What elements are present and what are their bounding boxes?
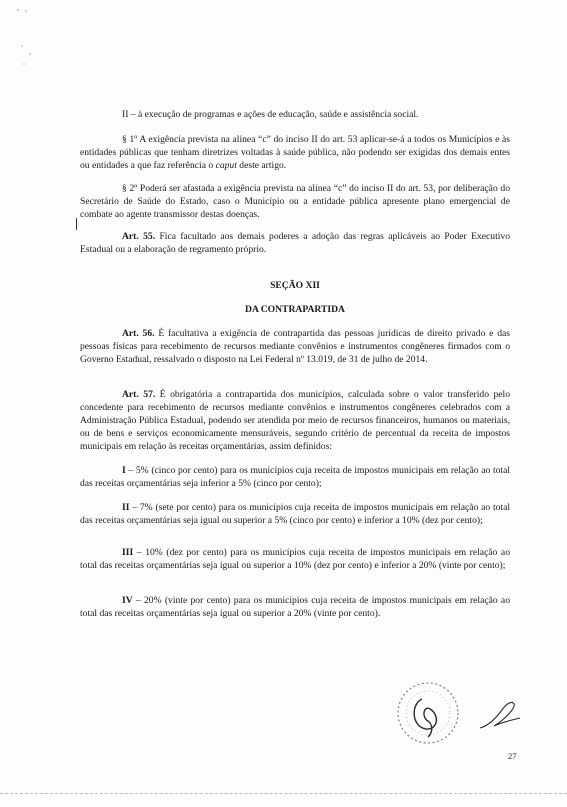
item-text: – 7% (sete por cento) para os municípios cuja receita de impostos municipais em relação ao total das receitas orçamentárias seja igual ou superior a 5% (cinco por cento) e inferior a 10% (dez por cento);	[80, 502, 510, 527]
paragraph-1-text-b: deste artigo.	[236, 160, 287, 172]
article-55-label: Art. 55.	[122, 231, 156, 242]
article-55	[80, 230, 510, 256]
paragraph-1-text-a: A exigência prevista na alínea “c” do inciso II do art. 53 aplicar-se-á a todos os Municípios e às entidades públicas que tenham diretrizes voltadas à saúde pública, não podendo ser exigidas dos demais entes ou entidades a que faz referência o	[80, 134, 511, 172]
item-label: II	[122, 502, 130, 513]
paragraph-inciso-ii: II – à execução de programas e ações de educação, saúde e assistência social.	[122, 109, 419, 120]
caput-term: caput	[215, 160, 237, 172]
list-item	[80, 464, 510, 490]
paragraph-paragraph-1	[80, 133, 510, 172]
article-56-text: É facultativa a exigência de contrapartida das pessoas jurídicas de direito privado e das pessoas físicas para recebimento de recursos mediante convênios e instrumentos congêneres firmados com o Governo Estadual, ressalvado o disposto na Lei Federal nº 13.019, de 31 de julho de 2014.	[80, 328, 510, 366]
paragraph-1-lead: § 1º	[122, 134, 138, 145]
item-text: – 5% (cinco por cento) para os municípios cuja receita de impostos municipais em relação ao total das receitas orçamentárias seja inferior a 5% (cinco por cento);	[80, 465, 510, 490]
item-label: I	[122, 465, 126, 476]
page-number: 27	[508, 751, 517, 761]
list-item	[80, 546, 510, 572]
article-57	[80, 388, 510, 453]
scan-specks	[10, 6, 50, 76]
margin-mark	[76, 218, 77, 230]
article-57-label: Art. 57.	[122, 389, 156, 400]
section-subtitle: DA CONTRAPARTIDA	[245, 304, 345, 315]
scan-edge	[0, 793, 567, 795]
article-56	[80, 327, 510, 366]
signature-icon	[478, 698, 522, 734]
paragraph-paragraph-2: § 2º Poderá ser afastada a exigência prevista na alínea “c” do inciso II do art. 53, por deliberação do Secretário de Saúde do Estado, caso o Município ou a entidade pública apresente plano emergencial de combate ao agente transmissor destas doenças.	[80, 183, 510, 221]
article-55-text: Fica facultado aos demais poderes a adoção das regras aplicáveis ao Poder Executivo Estadual ou a elaboração de regramento próprio.	[80, 231, 510, 256]
article-56-label: Art. 56.	[122, 328, 155, 339]
item-text: – 20% (vinte por cento) para os municípios cuja receita de impostos municipais em relação ao total das receitas orçamentárias seja igual ou superior a 20% (vinte por cento).	[80, 595, 510, 620]
list-item	[80, 594, 510, 620]
item-text: – 10% (dez por cento) para os municípios cuja receita de impostos municipais em relação ao total das receitas orçamentárias seja igual ou superior a 10% (dez por cento) e inferior a 20% (vinte por cento);	[80, 547, 510, 572]
item-label: III	[122, 547, 134, 558]
list-item	[80, 501, 510, 527]
article-57-text: É obrigatória a contrapartida dos municípios, calculada sobre o valor transferido pelo concedente para recebimento de recursos mediante convênios e instrumentos congêneres celebrados com a Administração Pública Estadual, podendo ser atendida por meio de recursos financeiros, humanos ou materiais, ou de bens e serviços economicamente mensuráveis, segundo critério de percentual da receita de impostos municipais em relação às receitas orçamentárias, assim definidos:	[80, 389, 511, 453]
stamp-seal-icon	[388, 675, 468, 755]
item-label: IV	[122, 595, 133, 606]
section-title: SEÇÃO XII	[270, 280, 320, 291]
